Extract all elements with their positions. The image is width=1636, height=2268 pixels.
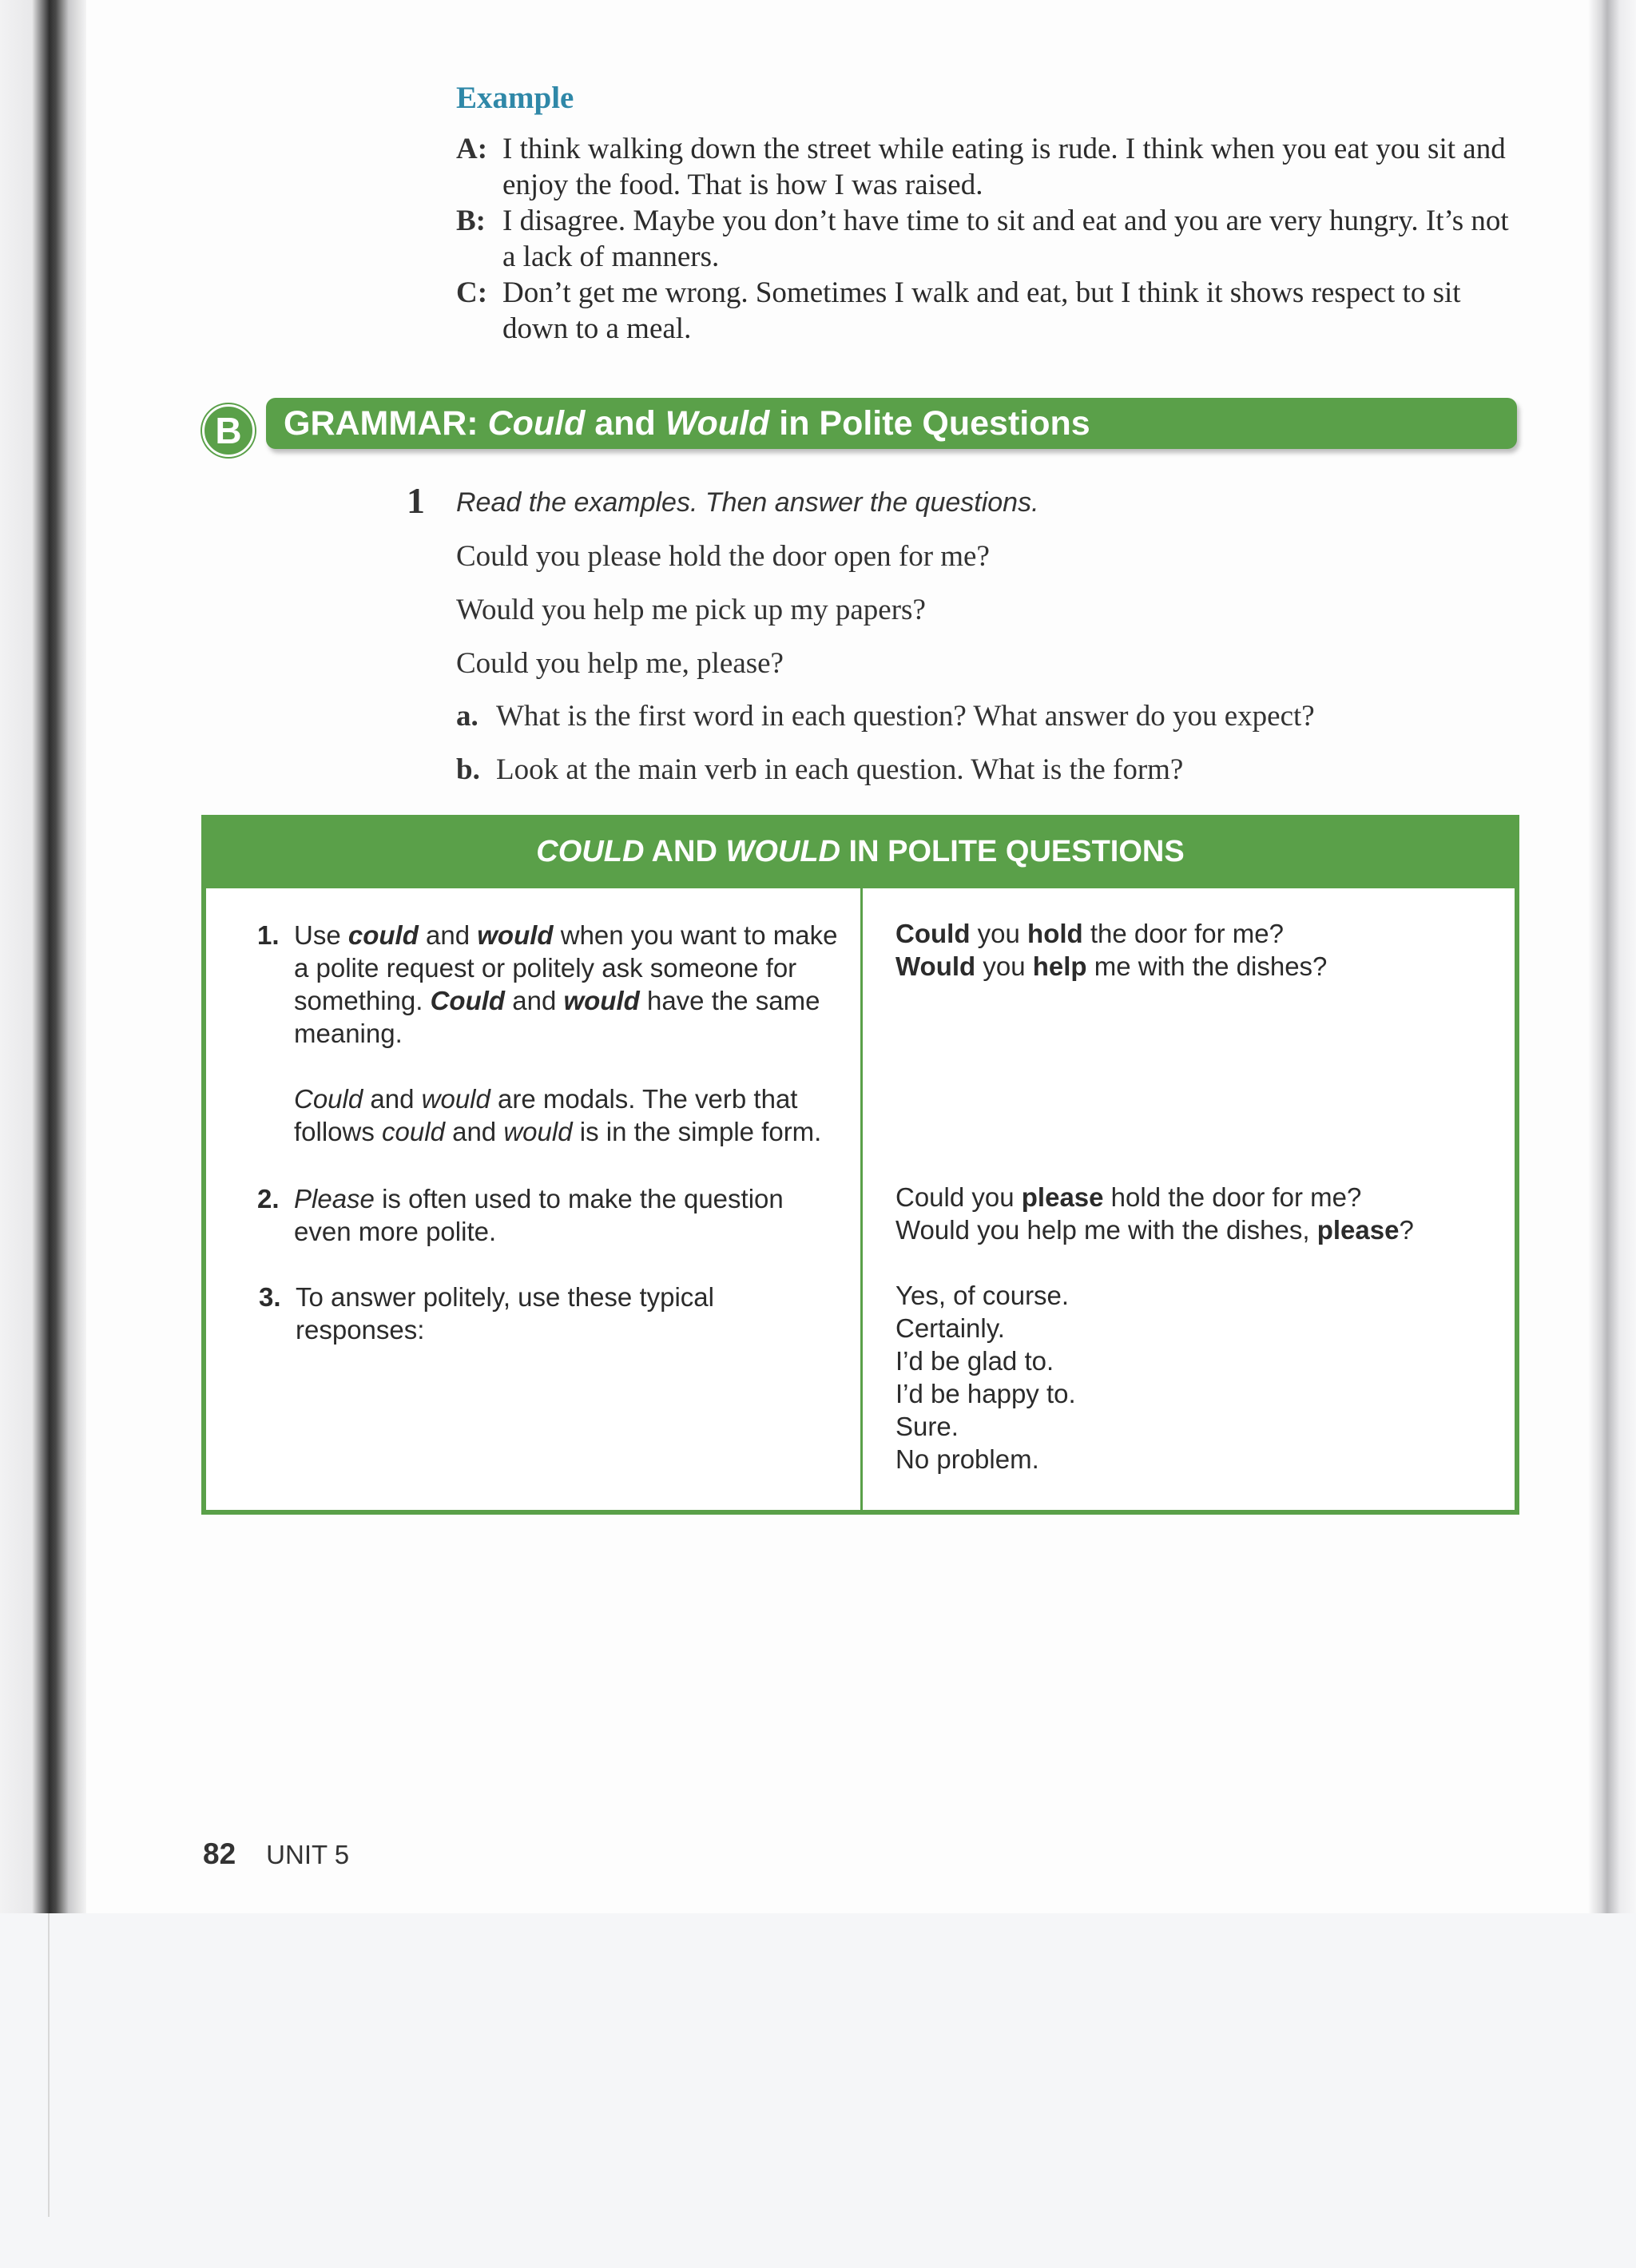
banner-could: Could bbox=[487, 404, 586, 443]
speech-text: Don’t get me wrong. Sometimes I walk and eat, but I think it shows respect to sit down to a meal. bbox=[502, 276, 1461, 345]
response-item: Yes, of course. bbox=[895, 1281, 1070, 1310]
grammar-table-divider bbox=[860, 888, 863, 1515]
header-and: AND bbox=[644, 835, 726, 868]
rule-keyword: Could bbox=[430, 986, 506, 1015]
example-keyword: please bbox=[1021, 1182, 1104, 1212]
rule-keyword: could bbox=[382, 1117, 445, 1146]
rule-keyword: would bbox=[503, 1117, 573, 1146]
exercise-instruction: Read the examples. Then answer the questions. bbox=[456, 487, 1039, 518]
rule-text: is often used to make the question even more polite. bbox=[294, 1184, 784, 1246]
rule-3 bbox=[259, 1281, 791, 1346]
section-banner bbox=[266, 398, 1517, 449]
example-keyword: Could bbox=[895, 919, 971, 948]
rule-text: and bbox=[418, 920, 478, 950]
speech-text: I think walking down the street while eating is rude. I think when you eat you sit and enjoy the food. That is how I was raised. bbox=[502, 133, 1506, 201]
dialogue-line-c bbox=[456, 275, 1527, 347]
rule-text: Use bbox=[294, 920, 348, 950]
response-list bbox=[895, 1279, 1455, 1476]
dialogue-line-a bbox=[456, 131, 1527, 203]
rule-text: is in the simple form. bbox=[572, 1117, 822, 1146]
example-keyword: please bbox=[1316, 1215, 1400, 1245]
question-label: a. bbox=[456, 700, 478, 733]
header-rest: IN POLITE QUESTIONS bbox=[840, 835, 1185, 868]
page-footer bbox=[203, 1837, 349, 1871]
response-item: No problem. bbox=[895, 1444, 1039, 1474]
rule-keyword: could bbox=[347, 920, 419, 950]
speaker-label: A: bbox=[456, 133, 488, 165]
example-text: hold the door for me? bbox=[1103, 1182, 1362, 1212]
unit-label: UNIT 5 bbox=[266, 1840, 350, 1869]
rule-2 bbox=[257, 1182, 821, 1248]
example-sentence: Could you help me, please? bbox=[456, 647, 784, 680]
rule-text: have the same meaning. bbox=[294, 986, 820, 1048]
scan-bottom-left-mark bbox=[0, 1913, 50, 2217]
speaker-label: B: bbox=[456, 205, 486, 237]
speaker-label: C: bbox=[456, 276, 488, 309]
header-could: COULD bbox=[536, 835, 645, 868]
example-text: Would you help me with the dishes, bbox=[895, 1215, 1317, 1245]
header-would: WOULD bbox=[725, 835, 840, 868]
example-line bbox=[895, 917, 1487, 950]
example-sentence: Would you help me pick up my papers? bbox=[456, 594, 926, 626]
rule-text: To answer politely, use these typical responses: bbox=[296, 1282, 714, 1345]
banner-would: Would bbox=[665, 404, 770, 443]
rule-number: 3. bbox=[259, 1282, 281, 1312]
example-keyword: Would bbox=[895, 951, 976, 981]
example-text: me with the dishes? bbox=[1086, 951, 1328, 981]
rule-1-examples bbox=[895, 917, 1487, 983]
response-item: I’d be glad to. bbox=[895, 1346, 1054, 1376]
scan-left-edge bbox=[0, 0, 88, 1917]
banner-prefix: GRAMMAR: bbox=[284, 404, 488, 443]
rule-text: and bbox=[505, 986, 564, 1015]
rule-number: 1. bbox=[257, 920, 280, 950]
example-text: you bbox=[975, 951, 1033, 981]
rule-keyword: would bbox=[477, 920, 554, 950]
rule-keyword: would bbox=[563, 986, 640, 1015]
example-text: ? bbox=[1399, 1215, 1414, 1245]
example-keyword: hold bbox=[1027, 919, 1083, 948]
rule-text: when you want to make a polite request or politely ask someone for something. bbox=[294, 920, 838, 1015]
response-item: Sure. bbox=[895, 1412, 959, 1441]
rule-1 bbox=[257, 919, 845, 1148]
section-letter-badge: B bbox=[202, 404, 255, 457]
question-label: b. bbox=[456, 753, 480, 786]
question-b bbox=[456, 753, 1183, 787]
rule-keyword: Please bbox=[294, 1184, 375, 1213]
example-text: Could you bbox=[895, 1182, 1022, 1212]
rule-keyword: Could bbox=[294, 1084, 363, 1114]
example-line bbox=[895, 1213, 1503, 1246]
example-dialogue bbox=[456, 131, 1527, 347]
rule-keyword: would bbox=[421, 1084, 490, 1114]
banner-and: and bbox=[585, 404, 665, 443]
example-keyword: help bbox=[1032, 951, 1087, 981]
example-text: you bbox=[970, 919, 1028, 948]
page-number: 82 bbox=[203, 1837, 236, 1870]
rule-2-examples bbox=[895, 1181, 1503, 1246]
scan-right-edge bbox=[1588, 0, 1636, 1917]
example-sentence: Could you please hold the door open for me? bbox=[456, 540, 990, 573]
scan-bottom-area bbox=[0, 1913, 1636, 2268]
grammar-table-header bbox=[201, 815, 1519, 888]
example-heading: Example bbox=[456, 81, 574, 115]
question-text: What is the first word in each question? What answer do you expect? bbox=[496, 700, 1315, 733]
rule-number: 2. bbox=[257, 1184, 280, 1213]
rule-text: are modals. The verb that follows bbox=[294, 1084, 798, 1146]
example-text: the door for me? bbox=[1082, 919, 1284, 948]
response-item: Certainly. bbox=[895, 1313, 1005, 1343]
example-line bbox=[895, 950, 1487, 983]
rule-text: and bbox=[363, 1084, 422, 1114]
example-line bbox=[895, 1181, 1503, 1213]
question-text: Look at the main verb in each question. What is the form? bbox=[496, 753, 1184, 786]
exercise-number: 1 bbox=[407, 480, 425, 521]
rule-text: and bbox=[444, 1117, 504, 1146]
question-a bbox=[456, 699, 1315, 733]
banner-suffix: in Polite Questions bbox=[769, 404, 1090, 443]
dialogue-line-b bbox=[456, 203, 1527, 275]
response-item: I’d be happy to. bbox=[895, 1379, 1076, 1408]
speech-text: I disagree. Maybe you don’t have time to sit and eat and you are very hungry. It’s not a lack of manners. bbox=[502, 205, 1509, 273]
